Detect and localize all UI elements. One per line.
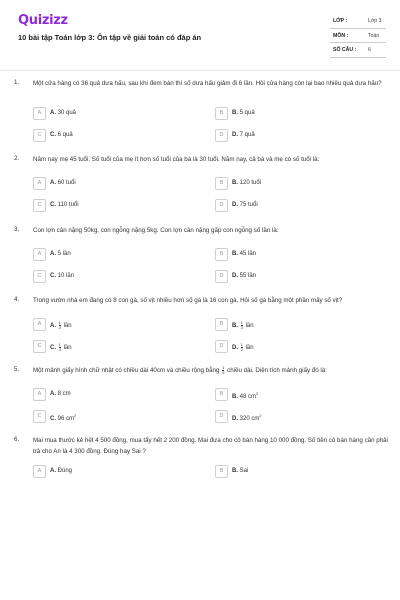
option-label: B. bbox=[232, 467, 238, 474]
question-number: 3. bbox=[14, 226, 20, 233]
option-text: 6 quả bbox=[57, 131, 73, 138]
option-d[interactable] bbox=[215, 270, 365, 286]
option-b[interactable] bbox=[215, 465, 365, 481]
option-letter: B bbox=[215, 248, 228, 261]
option-label: B. bbox=[232, 179, 238, 186]
option-letter: B bbox=[215, 107, 228, 120]
meta-key: MÔN : bbox=[333, 32, 349, 39]
option-label: C. bbox=[50, 415, 56, 422]
question-number: 4. bbox=[14, 296, 20, 303]
option-b[interactable]: B B. 48 $cm^2$ bbox=[215, 388, 365, 404]
option-a[interactable] bbox=[33, 248, 183, 264]
option-label: D. bbox=[232, 201, 238, 208]
meta-key: LỚP : bbox=[333, 18, 348, 24]
question-text: Một mảnh giấy hình chữ nhật có chiều dài 40cm và chiều rộng bằng $\frac{1}{5}$ chiều dài. Diện tích mảnh giấy đó là: bbox=[33, 365, 327, 375]
option-letter: C bbox=[33, 129, 46, 142]
option-label: A. bbox=[50, 467, 56, 474]
option-label: A. bbox=[50, 250, 56, 257]
option-b[interactable] bbox=[215, 248, 365, 264]
option-text: 30 quả bbox=[57, 109, 77, 116]
meta-value: Lớp 3 bbox=[368, 18, 382, 24]
option-label: C. bbox=[50, 272, 56, 279]
meta-table bbox=[330, 14, 386, 58]
option-d[interactable]: D D. 320 $cm^2$ bbox=[215, 410, 365, 426]
option-text: 8 cm bbox=[57, 390, 71, 397]
question-number: 6. bbox=[14, 436, 20, 443]
option-text: 110 tuổi bbox=[57, 201, 79, 208]
question-text: Một cửa hàng có 36 quả dưa hấu, sau khi đem bán thì số dưa hấu giảm đi 6 lần. Hỏi cửa hàng còn lại bao nhiêu quả dưa hấu? bbox=[33, 80, 382, 87]
fraction: $\frac{1}{4}$ bbox=[58, 341, 61, 352]
document-header bbox=[0, 0, 400, 70]
option-label: D. bbox=[232, 131, 238, 138]
meta-value: Toán bbox=[368, 32, 380, 39]
option-text: 55 lần bbox=[239, 272, 257, 279]
option-letter: A bbox=[33, 107, 46, 120]
option-text: 7 quả bbox=[239, 131, 255, 138]
option-text: 120 tuổi bbox=[239, 179, 262, 186]
option-letter: D bbox=[215, 410, 228, 423]
option-text: 96 cm bbox=[57, 415, 75, 422]
option-label: B. bbox=[232, 322, 238, 329]
option-label: B. bbox=[232, 109, 238, 116]
option-text: 60 tuổi bbox=[57, 179, 76, 186]
option-label: D. bbox=[232, 415, 238, 422]
option-label: B. bbox=[232, 250, 238, 257]
option-letter: D bbox=[215, 340, 228, 353]
quizizz-logo: Quizizz bbox=[18, 13, 68, 28]
option-label: A. bbox=[50, 179, 56, 186]
question-text: Mai mua thước kẻ hết 4 500 đồng, mua tẩy hết 2 200 đồng. Mai đưa cho cô bán hàng 10 000 đồng. Số tiền cô bán hàng cần phải trả cho An là 4 300 đồng. Đúng hay Sai ? bbox=[33, 437, 388, 455]
option-text: lần bbox=[63, 322, 72, 329]
option-text: Sai bbox=[239, 467, 249, 474]
option-a[interactable] bbox=[33, 465, 183, 481]
option-letter: A bbox=[33, 388, 46, 401]
option-text: 10 lần bbox=[57, 272, 75, 279]
option-c[interactable] bbox=[33, 129, 183, 145]
fraction: $\frac{1}{2}$ bbox=[240, 341, 243, 352]
option-letter: B bbox=[215, 318, 228, 331]
option-label: A. bbox=[50, 390, 56, 397]
option-letter: C bbox=[33, 199, 46, 212]
option-letter: A bbox=[33, 177, 46, 190]
option-text: Đúng bbox=[57, 467, 73, 474]
option-d[interactable] bbox=[215, 340, 365, 356]
option-text: 5 lần bbox=[57, 250, 71, 257]
option-letter: B bbox=[215, 177, 228, 190]
meta-value: 6 bbox=[368, 47, 371, 53]
option-text: 5 quả bbox=[239, 109, 255, 116]
option-label: D. bbox=[232, 272, 238, 279]
option-label: A. bbox=[50, 322, 56, 329]
option-letter: D bbox=[215, 199, 228, 212]
option-d[interactable] bbox=[215, 129, 365, 145]
option-c[interactable] bbox=[33, 340, 183, 356]
option-label: C. bbox=[50, 344, 56, 351]
option-text: lần bbox=[245, 344, 254, 351]
option-c[interactable] bbox=[33, 199, 183, 215]
option-a[interactable] bbox=[33, 177, 183, 193]
header-divider bbox=[0, 70, 400, 71]
option-b[interactable] bbox=[215, 107, 365, 123]
option-c[interactable]: C C. 96 $cm^2$ bbox=[33, 410, 183, 426]
option-label: B. bbox=[232, 393, 238, 400]
question-number: 2. bbox=[14, 155, 20, 162]
fraction: $\frac{1}{5}$ bbox=[222, 365, 225, 375]
fraction: $\frac{1}{3}$ bbox=[240, 319, 243, 330]
option-a[interactable] bbox=[33, 107, 183, 123]
option-label: A. bbox=[50, 109, 56, 116]
meta-key: SỐ CÂU : bbox=[333, 47, 357, 53]
question-text: Con lợn cân nặng 50kg, con ngỗng nặng 5kg. Con lợn cân nặng gấp con ngỗng số lần là: bbox=[33, 227, 279, 234]
option-label: D. bbox=[232, 344, 238, 351]
option-letter: B bbox=[215, 388, 228, 401]
option-letter: A bbox=[33, 248, 46, 261]
question-number: 1. bbox=[14, 79, 20, 86]
question-text: Năm nay mẹ 45 tuổi. Số tuổi của mẹ ít hơn số tuổi của bà là 30 tuổi. Năm nay, cả bà và mẹ có số tuổi là: bbox=[33, 156, 320, 163]
meta-row-count bbox=[330, 43, 386, 58]
option-letter: D bbox=[215, 270, 228, 283]
question-number: 5. bbox=[14, 366, 20, 373]
option-text: 48 cm bbox=[239, 393, 257, 400]
question-text: Trong vườn nhà em đang có 8 con gà, số vịt nhiều hơn số gà là 16 con gà. Hỏi số gà bằng một phần mấy số vịt? bbox=[33, 297, 343, 304]
option-d[interactable] bbox=[215, 199, 365, 215]
option-a[interactable] bbox=[33, 318, 183, 334]
option-text: 45 lần bbox=[239, 250, 257, 257]
option-letter: A bbox=[33, 318, 46, 331]
option-letter: D bbox=[215, 129, 228, 142]
document-title: 10 bài tập Toán lớp 3: Ôn tập về giải toán có đáp án bbox=[18, 33, 202, 42]
option-text: lần bbox=[63, 344, 72, 351]
option-letter: C bbox=[33, 270, 46, 283]
option-a[interactable] bbox=[33, 388, 183, 404]
option-text: 75 tuổi bbox=[239, 201, 258, 208]
option-letter: B bbox=[215, 465, 228, 478]
option-c[interactable] bbox=[33, 270, 183, 286]
option-letter: C bbox=[33, 340, 46, 353]
option-letter: A bbox=[33, 465, 46, 478]
option-label: C. bbox=[50, 201, 56, 208]
option-text: lần bbox=[245, 322, 254, 329]
meta-row-subject bbox=[330, 29, 386, 44]
meta-row-class bbox=[330, 14, 386, 29]
option-b[interactable] bbox=[215, 177, 365, 193]
option-letter: C bbox=[33, 410, 46, 423]
option-label: C. bbox=[50, 131, 56, 138]
option-text: 320 cm bbox=[239, 415, 260, 422]
option-b[interactable] bbox=[215, 318, 365, 334]
fraction: $\frac{1}{2}$ bbox=[58, 319, 61, 330]
